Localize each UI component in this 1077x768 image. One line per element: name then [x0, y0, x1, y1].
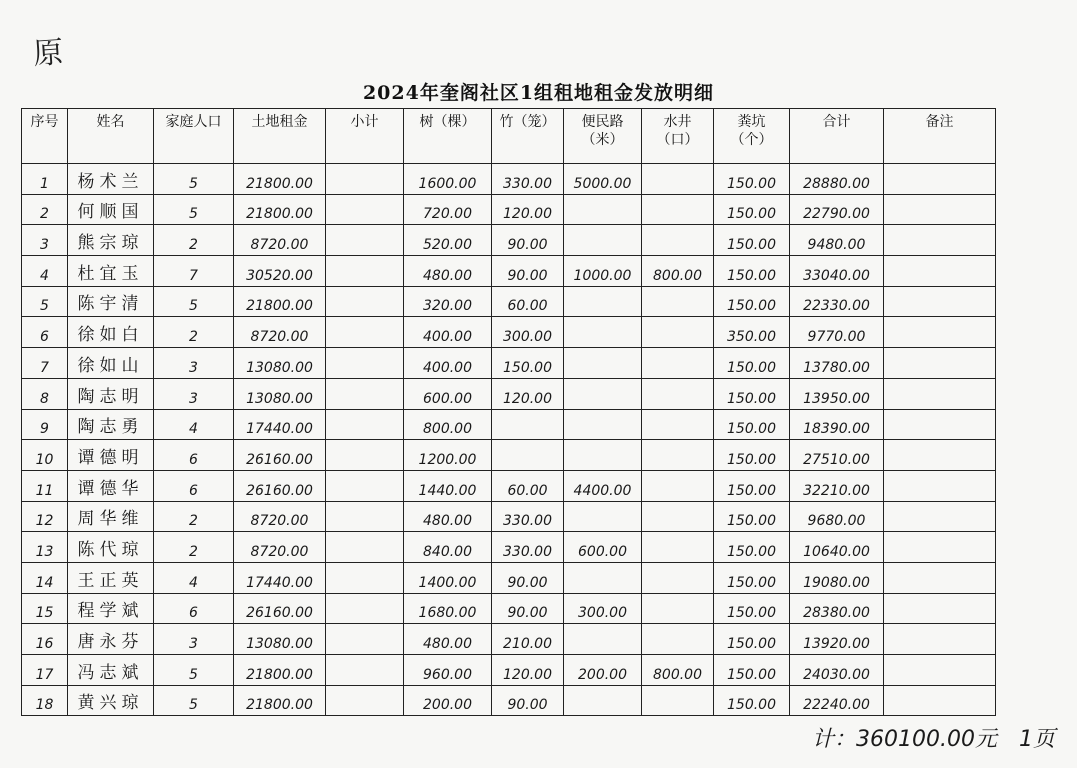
- table-row: [22, 562, 996, 593]
- column-header: 土地租金: [234, 109, 326, 164]
- table-cell: [642, 164, 714, 195]
- column-header: 树（棵）: [404, 109, 492, 164]
- table-cell: 3: [22, 225, 68, 256]
- table-cell: 10: [22, 440, 68, 471]
- table-cell: 16: [22, 624, 68, 655]
- table-cell: 3: [154, 378, 234, 409]
- table-cell: 30520.00: [234, 256, 326, 287]
- table-cell: 800.00: [642, 256, 714, 287]
- table-cell: 150.00: [714, 256, 790, 287]
- table-cell: 150.00: [714, 470, 790, 501]
- table-cell: 2: [22, 194, 68, 225]
- table-cell: 5: [154, 194, 234, 225]
- column-header: 粪坑 （个）: [714, 109, 790, 164]
- table-cell: 150.00: [714, 409, 790, 440]
- table-cell: [642, 225, 714, 256]
- table-cell: [564, 378, 642, 409]
- table-cell: 1600.00: [404, 164, 492, 195]
- table-cell: 90.00: [492, 685, 564, 716]
- table-cell: [642, 562, 714, 593]
- table-cell: 杜宜玉: [68, 256, 154, 287]
- table-cell: 徐如白: [68, 317, 154, 348]
- table-cell: [326, 593, 404, 624]
- table-cell: 1: [22, 164, 68, 195]
- table-cell: 3: [154, 348, 234, 379]
- column-header: 竹（笼）: [492, 109, 564, 164]
- table-cell: 480.00: [404, 501, 492, 532]
- table-cell: [884, 532, 996, 563]
- table-row: [22, 470, 996, 501]
- table-cell: [884, 501, 996, 532]
- column-header: 便民路 （米）: [564, 109, 642, 164]
- table-cell: 4400.00: [564, 470, 642, 501]
- column-header: 水井 （口）: [642, 109, 714, 164]
- table-cell: 9: [22, 409, 68, 440]
- table-cell: [642, 593, 714, 624]
- table-cell: 周华维: [68, 501, 154, 532]
- table-cell: 8: [22, 378, 68, 409]
- table-cell: 5000.00: [564, 164, 642, 195]
- table-cell: 520.00: [404, 225, 492, 256]
- table-cell: 22790.00: [790, 194, 884, 225]
- table-cell: [326, 164, 404, 195]
- table-cell: 330.00: [492, 164, 564, 195]
- table-cell: 150.00: [714, 655, 790, 686]
- table-cell: 杨术兰: [68, 164, 154, 195]
- table-cell: [884, 685, 996, 716]
- table-cell: [642, 378, 714, 409]
- table-cell: [564, 440, 642, 471]
- table-cell: [326, 685, 404, 716]
- table-cell: 32210.00: [790, 470, 884, 501]
- table-cell: [884, 593, 996, 624]
- table-cell: 1000.00: [564, 256, 642, 287]
- table-cell: 150.00: [714, 348, 790, 379]
- corner-mark: 原: [32, 34, 65, 72]
- table-cell: [884, 470, 996, 501]
- table-cell: [642, 624, 714, 655]
- table-cell: [642, 501, 714, 532]
- table-cell: [564, 624, 642, 655]
- table-cell: [884, 317, 996, 348]
- table-cell: 210.00: [492, 624, 564, 655]
- table-cell: [884, 378, 996, 409]
- table-cell: 480.00: [404, 624, 492, 655]
- total-amount: 计：360100.00元: [812, 727, 997, 752]
- table-row: [22, 286, 996, 317]
- column-header: 备注: [884, 109, 996, 164]
- table-cell: 28380.00: [790, 593, 884, 624]
- table-cell: 150.00: [714, 593, 790, 624]
- table-cell: 120.00: [492, 378, 564, 409]
- table-cell: [642, 194, 714, 225]
- table-row: [22, 225, 996, 256]
- table-cell: 24030.00: [790, 655, 884, 686]
- table-cell: 150.00: [714, 225, 790, 256]
- total-line: [812, 722, 1055, 753]
- column-header: 家庭人口: [154, 109, 234, 164]
- table-cell: 27510.00: [790, 440, 884, 471]
- table-cell: 18390.00: [790, 409, 884, 440]
- table-row: [22, 378, 996, 409]
- table-cell: 150.00: [714, 164, 790, 195]
- table-cell: [564, 317, 642, 348]
- table-cell: 150.00: [714, 440, 790, 471]
- table-cell: 960.00: [404, 655, 492, 686]
- table-cell: 程学斌: [68, 593, 154, 624]
- table-cell: 400.00: [404, 317, 492, 348]
- table-row: [22, 532, 996, 563]
- table-cell: 200.00: [564, 655, 642, 686]
- table-cell: [884, 256, 996, 287]
- table-cell: 9770.00: [790, 317, 884, 348]
- column-header: 小计: [326, 109, 404, 164]
- table-cell: 6: [154, 440, 234, 471]
- table-cell: 17440.00: [234, 409, 326, 440]
- table-cell: 21800.00: [234, 685, 326, 716]
- table-cell: 120.00: [492, 655, 564, 686]
- table-cell: 840.00: [404, 532, 492, 563]
- table-cell: 4: [154, 562, 234, 593]
- table-cell: 1400.00: [404, 562, 492, 593]
- table-cell: 6: [154, 593, 234, 624]
- table-cell: 13080.00: [234, 624, 326, 655]
- table-cell: [326, 378, 404, 409]
- table-cell: 12: [22, 501, 68, 532]
- table-cell: 150.00: [492, 348, 564, 379]
- table-row: [22, 624, 996, 655]
- table-body: [22, 164, 996, 716]
- page-title: 2024年奎阁社区1组租地租金发放明细: [362, 82, 715, 104]
- header-row: [22, 109, 996, 164]
- table-cell: 9480.00: [790, 225, 884, 256]
- table-cell: [326, 532, 404, 563]
- table-cell: 150.00: [714, 532, 790, 563]
- table-cell: 何顺国: [68, 194, 154, 225]
- table-cell: 22240.00: [790, 685, 884, 716]
- table-cell: 150.00: [714, 685, 790, 716]
- table-cell: 330.00: [492, 501, 564, 532]
- table-cell: [564, 409, 642, 440]
- table-cell: 8720.00: [234, 532, 326, 563]
- table-cell: [564, 685, 642, 716]
- table-cell: 2: [154, 532, 234, 563]
- table-cell: [326, 348, 404, 379]
- table-cell: 14: [22, 562, 68, 593]
- table-cell: 9680.00: [790, 501, 884, 532]
- column-header: 合计: [790, 109, 884, 164]
- table-cell: 1200.00: [404, 440, 492, 471]
- table-cell: 10640.00: [790, 532, 884, 563]
- table-cell: 26160.00: [234, 440, 326, 471]
- table-cell: 13920.00: [790, 624, 884, 655]
- table-row: [22, 317, 996, 348]
- table-cell: 90.00: [492, 256, 564, 287]
- table-cell: [884, 655, 996, 686]
- table-cell: [642, 470, 714, 501]
- table-cell: [326, 501, 404, 532]
- table-cell: 15: [22, 593, 68, 624]
- table-cell: 13: [22, 532, 68, 563]
- table-cell: 5: [154, 685, 234, 716]
- table-cell: [884, 348, 996, 379]
- table-row: [22, 348, 996, 379]
- table-cell: 冯志斌: [68, 655, 154, 686]
- table-cell: [326, 440, 404, 471]
- table-cell: 330.00: [492, 532, 564, 563]
- page-count: 1页: [1018, 727, 1055, 752]
- table-cell: [884, 286, 996, 317]
- table-cell: 150.00: [714, 286, 790, 317]
- table-cell: 26160.00: [234, 470, 326, 501]
- table-cell: 33040.00: [790, 256, 884, 287]
- table-cell: [884, 225, 996, 256]
- table-cell: [326, 562, 404, 593]
- table-row: [22, 655, 996, 686]
- table-cell: [884, 562, 996, 593]
- table-cell: [564, 286, 642, 317]
- table-row: [22, 409, 996, 440]
- table-cell: 150.00: [714, 624, 790, 655]
- table-cell: [642, 348, 714, 379]
- table-cell: [642, 440, 714, 471]
- table-cell: [884, 624, 996, 655]
- table-cell: [326, 655, 404, 686]
- table-cell: [564, 501, 642, 532]
- table-cell: [326, 409, 404, 440]
- table-cell: 13080.00: [234, 378, 326, 409]
- table-cell: 7: [22, 348, 68, 379]
- table-row: [22, 685, 996, 716]
- column-header: 姓名: [68, 109, 154, 164]
- table-cell: 150.00: [714, 501, 790, 532]
- table-cell: 150.00: [714, 378, 790, 409]
- table-cell: 120.00: [492, 194, 564, 225]
- table-cell: 26160.00: [234, 593, 326, 624]
- table-cell: 480.00: [404, 256, 492, 287]
- table-cell: 17440.00: [234, 562, 326, 593]
- table-cell: 1440.00: [404, 470, 492, 501]
- table-cell: 1680.00: [404, 593, 492, 624]
- table-cell: [326, 256, 404, 287]
- table-cell: 5: [22, 286, 68, 317]
- table-cell: 13080.00: [234, 348, 326, 379]
- table-cell: 800.00: [404, 409, 492, 440]
- table-cell: 28880.00: [790, 164, 884, 195]
- table-cell: 2: [154, 317, 234, 348]
- table-cell: 王正英: [68, 562, 154, 593]
- table-cell: 21800.00: [234, 194, 326, 225]
- table-cell: [326, 225, 404, 256]
- table-cell: 2: [154, 501, 234, 532]
- table-cell: [564, 348, 642, 379]
- table-cell: 300.00: [564, 593, 642, 624]
- table-cell: 谭德华: [68, 470, 154, 501]
- table-cell: [884, 409, 996, 440]
- table-cell: 350.00: [714, 317, 790, 348]
- table-cell: 21800.00: [234, 164, 326, 195]
- table-row: [22, 501, 996, 532]
- table-row: [22, 440, 996, 471]
- table-cell: [642, 532, 714, 563]
- table-cell: 陶志勇: [68, 409, 154, 440]
- table-cell: [326, 286, 404, 317]
- table-cell: 300.00: [492, 317, 564, 348]
- table-cell: [564, 225, 642, 256]
- table-cell: 21800.00: [234, 286, 326, 317]
- table-cell: 熊宗琼: [68, 225, 154, 256]
- table-cell: 陈宇清: [68, 286, 154, 317]
- table-cell: 7: [154, 256, 234, 287]
- table-cell: 4: [154, 409, 234, 440]
- table-cell: [642, 286, 714, 317]
- table-cell: 6: [154, 470, 234, 501]
- table-cell: 19080.00: [790, 562, 884, 593]
- table-cell: [884, 164, 996, 195]
- table-cell: 60.00: [492, 470, 564, 501]
- table-cell: 600.00: [564, 532, 642, 563]
- table-cell: 21800.00: [234, 655, 326, 686]
- table-cell: 200.00: [404, 685, 492, 716]
- table-cell: 8720.00: [234, 225, 326, 256]
- table-cell: 8720.00: [234, 317, 326, 348]
- table-cell: 720.00: [404, 194, 492, 225]
- table-cell: 600.00: [404, 378, 492, 409]
- table-cell: 徐如山: [68, 348, 154, 379]
- table-row: [22, 256, 996, 287]
- table-cell: [564, 194, 642, 225]
- rent-table: [21, 108, 996, 716]
- table-cell: 150.00: [714, 194, 790, 225]
- table-row: [22, 194, 996, 225]
- table-cell: 13780.00: [790, 348, 884, 379]
- table-cell: [326, 624, 404, 655]
- table-cell: [326, 194, 404, 225]
- table-cell: [564, 562, 642, 593]
- table-cell: [492, 440, 564, 471]
- table-row: [22, 593, 996, 624]
- table-cell: 11: [22, 470, 68, 501]
- table-cell: 6: [22, 317, 68, 348]
- table-cell: 150.00: [714, 562, 790, 593]
- table-cell: 5: [154, 286, 234, 317]
- table-cell: 400.00: [404, 348, 492, 379]
- table-cell: 3: [154, 624, 234, 655]
- table-cell: 陈代琼: [68, 532, 154, 563]
- table-cell: [884, 440, 996, 471]
- table-cell: [642, 317, 714, 348]
- table-cell: [884, 194, 996, 225]
- table-cell: 5: [154, 164, 234, 195]
- table-cell: 320.00: [404, 286, 492, 317]
- table-cell: [642, 409, 714, 440]
- table-cell: [326, 317, 404, 348]
- table-cell: 2: [154, 225, 234, 256]
- table-cell: 90.00: [492, 593, 564, 624]
- column-header: 序号: [22, 109, 68, 164]
- table-cell: 800.00: [642, 655, 714, 686]
- table-cell: [326, 470, 404, 501]
- table-cell: 13950.00: [790, 378, 884, 409]
- table-cell: 8720.00: [234, 501, 326, 532]
- table-cell: 17: [22, 655, 68, 686]
- table-row: [22, 164, 996, 195]
- table-cell: 谭德明: [68, 440, 154, 471]
- table-cell: 90.00: [492, 562, 564, 593]
- table-cell: [492, 409, 564, 440]
- table-cell: [642, 685, 714, 716]
- table-cell: 5: [154, 655, 234, 686]
- table-cell: 18: [22, 685, 68, 716]
- table-cell: 60.00: [492, 286, 564, 317]
- table-cell: 陶志明: [68, 378, 154, 409]
- table-cell: 黄兴琼: [68, 685, 154, 716]
- table-cell: 唐永芬: [68, 624, 154, 655]
- table-cell: 90.00: [492, 225, 564, 256]
- table-cell: 4: [22, 256, 68, 287]
- table-cell: 22330.00: [790, 286, 884, 317]
